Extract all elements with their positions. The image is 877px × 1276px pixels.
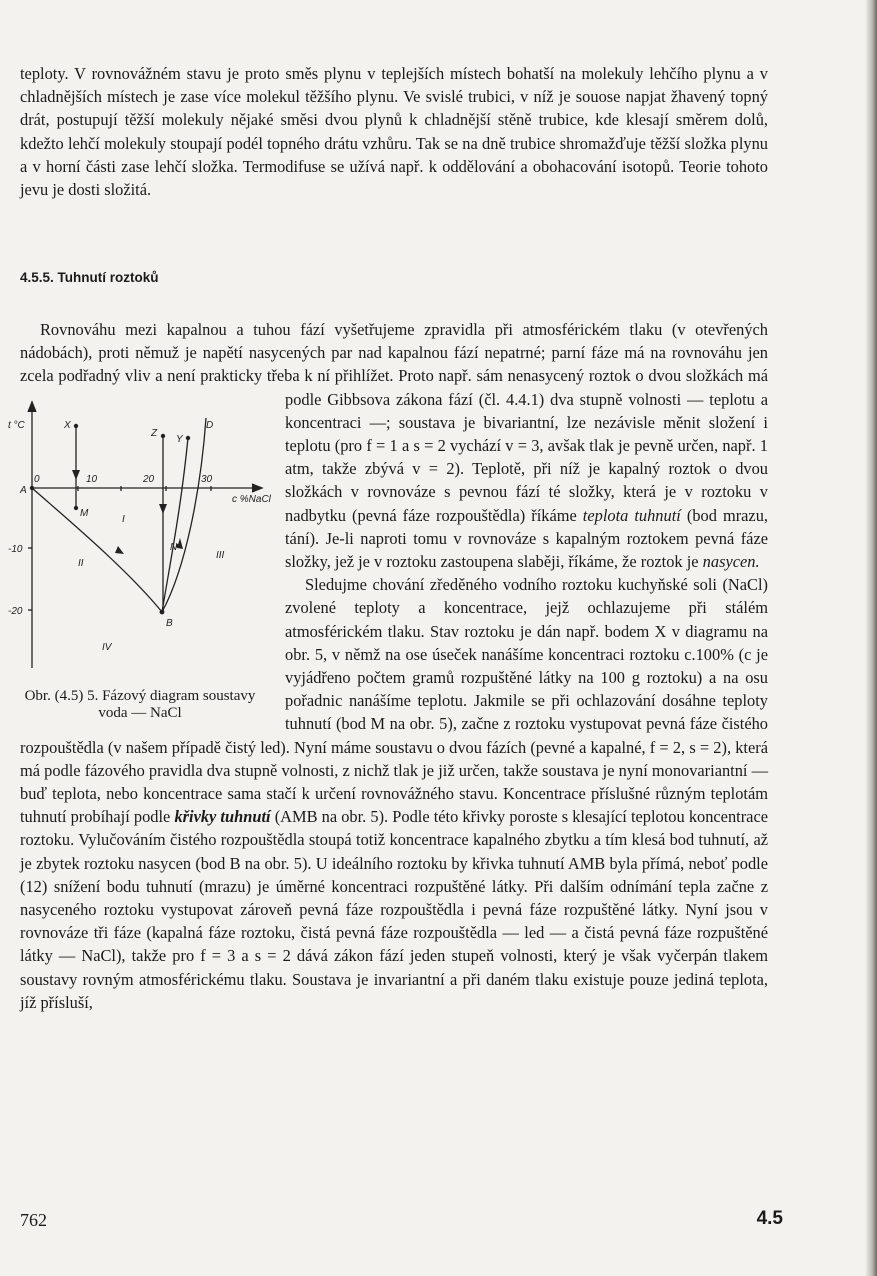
paragraph-2-text: Sledujme chování zředěného vodního roztoku kuchyňské soli (NaCl) zvolené teploty a koncentrace, jejž ochlazujeme při stálém atmosférickém tlaku. Stav roztoku je dán např. bodem X v diagramu na obr. 5, v němž na ose úseček nanášíme koncentraci roztoku c.100% (c je vyjádřeno počtem gramů rozpuštěné látky na 100 g roztoku) a na osu pořadnic nanášíme teplotu. Jakmile se při ochlazování dosáhne teploty tuhnutí (bod M na obr. 5), začne z roztoku vystupovat pevná fáze čistého rozpouštědla (v našem případě čistý led). Nyní máme soustavu o dvou fázích (pevné a kapalné, f = 2, s = 2), která má podle fázového pravidla dva stupně volnosti, z nichž tlak je již určen, takže soustava je nyní monovariantní — buď teplota, nebo koncentrace sama stačí k určení rovnovážného stavu. Koncentrace příslušné různým teplotám tuhnutí probíhají podle bbox=[20, 575, 768, 827]
point-Y bbox=[186, 436, 190, 440]
region-III: III bbox=[216, 550, 225, 561]
arrow-X bbox=[72, 470, 80, 480]
point-X bbox=[74, 424, 78, 428]
page-number: 762 bbox=[20, 1210, 47, 1230]
y-tick-minus20: -20 bbox=[8, 606, 23, 617]
section-marker: 4.5 bbox=[756, 1208, 783, 1229]
page-edge-shadow bbox=[865, 0, 877, 1276]
paragraph-1-text: Rovnováhu mezi kapalnou a tuhou fází vyšetřujeme zpravidla při atmosférickém tlaku (v otevřených nádobách), proti němuž je napětí nasycených par nad kapalnou fází nepatrné; parní fáze má na rovnováhu jen zcela podřadný vliv a není prakticky třeba k ní přihlížet. Proto např. sám nenasycený roztok o dvou složkách má podle Gibbsova zákona fází (čl. 4.4.1) dva stupně volnosti — teplotu a koncentraci —; soustava je bivariantní, lze nezávisle měnit složení i teplotu (pro f = 1 a s = 2 vychází v = 3, avšak tlak je pevně určen, např. 1 atm, takže zbývá v = 2). Teplotě, při níž je kapalný roztok o dvou složkách v rovnováze s pevnou fází té složky, která je v roztoku v nadbytku (pevná fáze rozpouštědla) říkáme bbox=[20, 320, 768, 525]
term-nasycen: nasycen. bbox=[702, 552, 760, 572]
region-I: I bbox=[122, 514, 125, 525]
x-axis-arrow bbox=[252, 484, 262, 492]
y-axis-arrow bbox=[28, 402, 36, 412]
phase-diagram-svg bbox=[6, 398, 271, 688]
figure-caption: Obr. (4.5) 5. Fázový diagram soustavy voda — NaCl bbox=[24, 688, 256, 721]
label-X: X bbox=[64, 420, 71, 431]
section-heading: 4.5.5. Tuhnutí roztoků bbox=[20, 270, 159, 285]
curve-BY bbox=[162, 438, 188, 612]
arrow-Z bbox=[159, 504, 167, 514]
label-B: B bbox=[166, 618, 173, 629]
label-Y: Y bbox=[176, 434, 183, 445]
term-teplota-tuhnuti: teplota tuhnutí bbox=[582, 505, 681, 525]
label-N: N bbox=[170, 542, 178, 553]
term-krivka-tuhnuti: křivky tuhnutí bbox=[174, 807, 271, 827]
label-A: A bbox=[20, 485, 27, 496]
label-D: D bbox=[206, 420, 214, 431]
x-tick-10: 10 bbox=[86, 474, 98, 485]
region-II: II bbox=[78, 558, 84, 569]
arrow-curve-M bbox=[115, 546, 124, 554]
x-axis-label: c %NaCl bbox=[232, 494, 271, 505]
point-A bbox=[30, 486, 34, 490]
label-Z: Z bbox=[151, 428, 158, 439]
y-axis-label: t °C bbox=[8, 420, 25, 431]
paragraph-1-text-2: (bod mrazu, tání). Je-li naproti tomu v rovnováze s kapalným roztokem pevná fáze složky, jež je v roztoku zastoupena slaběji, říkáme, že roztok je bbox=[285, 505, 768, 572]
x-tick-20: 20 bbox=[143, 474, 155, 485]
paragraph-2-text-2: (AMB na obr. 5). Podle této křivky poroste s klesající teplotou koncentrace roztoku. Vylučováním čistého rozpouštědla stoupá totiž koncentrace kapalného zbytku a tím klesá bod tuhnutí, až je zbytek roztoku nasycen (bod B na obr. 5). U ideálního roztoku by křivka tuhnutí AMB byla přímá, neboť podle (12) snížení bodu tuhnutí (mrazu) je úměrné koncentraci rozpuštěné látky. Při dalším odnímání tepla začne z nasyceného roztoku vystupovat zároveň pevná fáze rozpouštědla i pevná fáze rozpuštěné látky. Nyní jsou v rovnováze tři fáze (kapalná fáze roztoku, čistá pevná fáze rozpouštědla — led — a čistá pevná fáze rozpuštěné látky — NaCl), takže pro f = 3 a s = 2 dává zákon fází jeden stupeň volnosti, který je však vyčerpán tlakem soustavy rovným atmosférickému tlaku. Soustava je invariantní a při daném tlaku existuje pouze jediná teplota, jíž přísluší, bbox=[20, 807, 768, 1012]
point-M bbox=[74, 506, 78, 510]
point-B bbox=[160, 610, 165, 615]
freezing-curve-AMB bbox=[32, 488, 162, 612]
point-Z bbox=[161, 434, 165, 438]
label-M: M bbox=[80, 508, 89, 519]
y-tick-minus10: -10 bbox=[8, 544, 23, 555]
phase-diagram-figure bbox=[6, 398, 271, 688]
paragraph-top: teploty. V rovnovážném stavu je proto směs plynu v teplejších místech bohatší na molekuly lehčího plynu a v chladnějších místech je zase více molekul těžšího plynu. Ve svislé trubici, v níž je souose napjat žhavený topný drát, postupují těžší molekuly nějaké směsi dvou plynů k chladnější stěně trubice, kde klesají směrem dolů, kdežto lehčí molekuly stoupají podél topného drátu vzhůru. Tak se na dně trubice shromažďuje těžší složka plynu a v horní části zase lehčí složka. Termodifuse se užívá např. k oddělování a obohacování isotopů. Teorie tohoto jevu je dosti složitá. bbox=[20, 64, 768, 200]
x-tick-30: 30 bbox=[201, 474, 213, 485]
solubility-curve-BD bbox=[162, 418, 206, 612]
region-IV: IV bbox=[102, 642, 112, 653]
x-tick-0: 0 bbox=[34, 474, 40, 485]
